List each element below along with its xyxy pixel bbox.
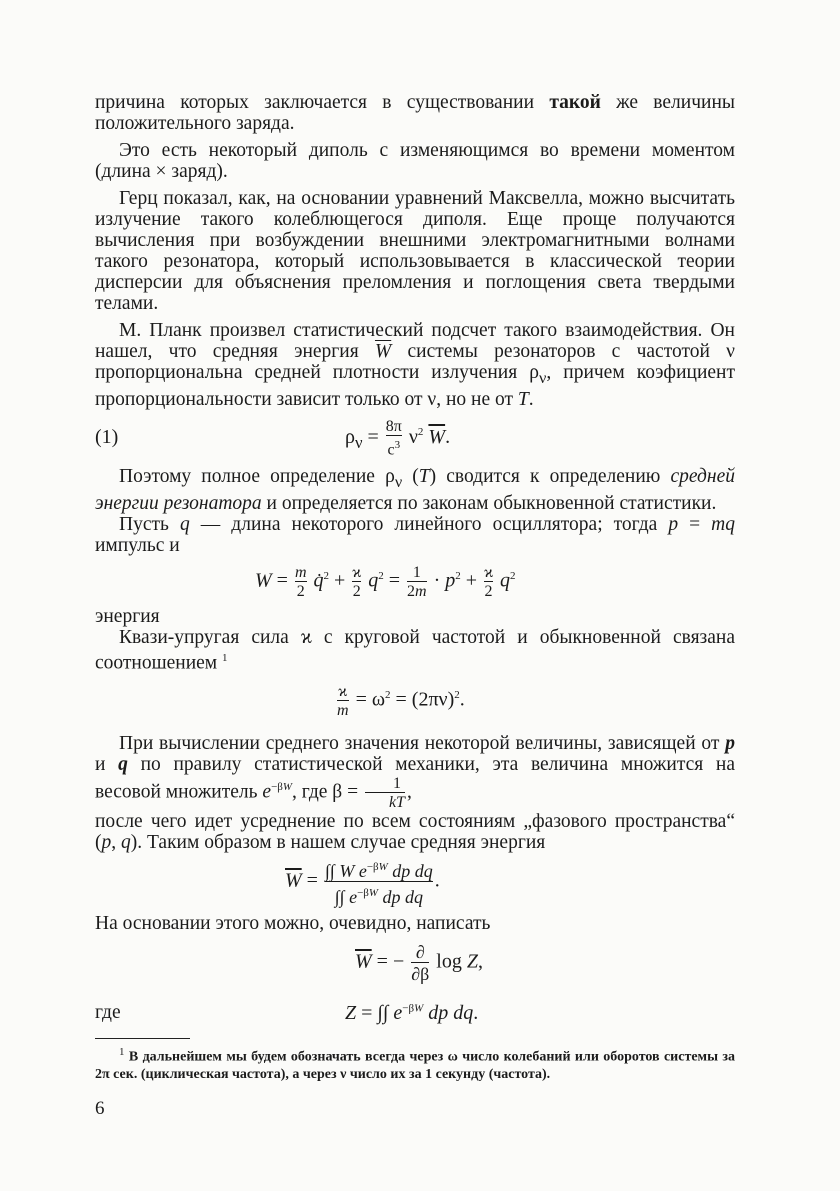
- footnote-ref: 1: [222, 651, 228, 664]
- equation-1: [95, 418, 735, 458]
- page-body: [95, 92, 735, 1083]
- equation-4: [95, 857, 735, 907]
- paragraph-2: Это есть некоторый диполь с изменяющимся во времени моментом (длина × заряд).: [95, 140, 735, 182]
- footnote-rule: [95, 1038, 190, 1039]
- equation-5: [95, 942, 735, 994]
- paragraph-8: Квази-упругая сила ϰ с круговой частотой и обыкновенной связана соотношением $^1$: [95, 626, 735, 674]
- equation-3: [95, 681, 735, 725]
- paragraph-4: М. Планк произвел статистический подсчет такого взаимодействия. Он нашел, что средняя энергия $\overline{W}$ системы резонаторов с частотой ν пропорциональна средней плотности излучения $\rho_\nu$, причем коэфициент пропорциональности зависит только от ν, но не от T.: [95, 320, 735, 410]
- paragraph-7: энергия: [95, 605, 160, 627]
- equation-2: [95, 562, 735, 606]
- mean-energy-formula: $\overline{W}$ = $\frac{\int\int W e^{-\beta W} dp dq}{\int\int e^{-\beta W} dp dq}$ .: [285, 861, 440, 908]
- paragraph-6: Пусть q — длина некоторого линейного осциллятора; тогда p = mq импульс и: [95, 513, 736, 556]
- page-number: 6: [95, 1098, 105, 1119]
- paragraph-11: На основании этого можно, очевидно, написать: [95, 913, 491, 935]
- paragraph-10: после чего идет усреднение по всем состояниям „фазового пространства“ (p, q). Таким образом в нашем случае средняя энергия: [95, 811, 735, 854]
- planck-density-formula: $\rho_\nu$ = $\frac{8\pi}{c^3}$ $\nu^2$ $\overline{W}$.: [345, 417, 451, 459]
- omega-relation: $\frac{ϰ}{m}$ = $\omega^2 = (2\pi\nu)^2$.: [337, 683, 465, 720]
- paragraph-9: При вычислении среднего значения некоторой величины, зависящей от p и q по правилу статистической механики, эта величина множится на весовой множитель $e^{-\beta W}$, где β = $\frac{1}{kT}$ ,: [95, 733, 735, 812]
- paragraph-3: Герц показал, как, на основании уравнений Максвелла, можно высчитать излучение такого колеблющегося диполя. Еще проще получаются вычисления при возбуждении внешними электромагнитными волнами такого резонатора, который использовывается в классической теории дисперсии для объяснения преломления и поглощения света твердыми телами.: [95, 188, 735, 314]
- energy-formula: W = $\frac{m}{2}$ q̇$^2$ + $\frac{ϰ}{2}$ $q^2$ = $\frac{1}{2m}$ · $p^2$ + $\frac{ϰ}{2}$ $q^2$: [255, 563, 516, 600]
- paragraph-5: Поэтому полное определение $\rho_\nu$ (T) сводится к определению средней энергии резонатора и определяется по законам обыкновенной статистики.: [95, 465, 735, 514]
- footnote: $^1$ В дальнейшем мы будем обозначать всегда через ω число колебаний или оборотов системы за 2π сек. (циклическая частота), а через ν число их за 1 секунду (частота).: [95, 1046, 736, 1082]
- where-label: где: [95, 1002, 121, 1024]
- partition-function-formula: Z = ∫∫ $e^{-\beta W}$ dp dq.: [345, 1002, 479, 1025]
- log-z-formula: $\overline{W}$ = − $\frac{\partial}{\partial\beta}$ log Z,: [355, 942, 483, 985]
- paragraph-1: причина которых заключается в существовании такой же величины положительного заряда.: [95, 92, 735, 134]
- equation-number: (1): [95, 425, 119, 448]
- equation-6: [95, 998, 735, 1032]
